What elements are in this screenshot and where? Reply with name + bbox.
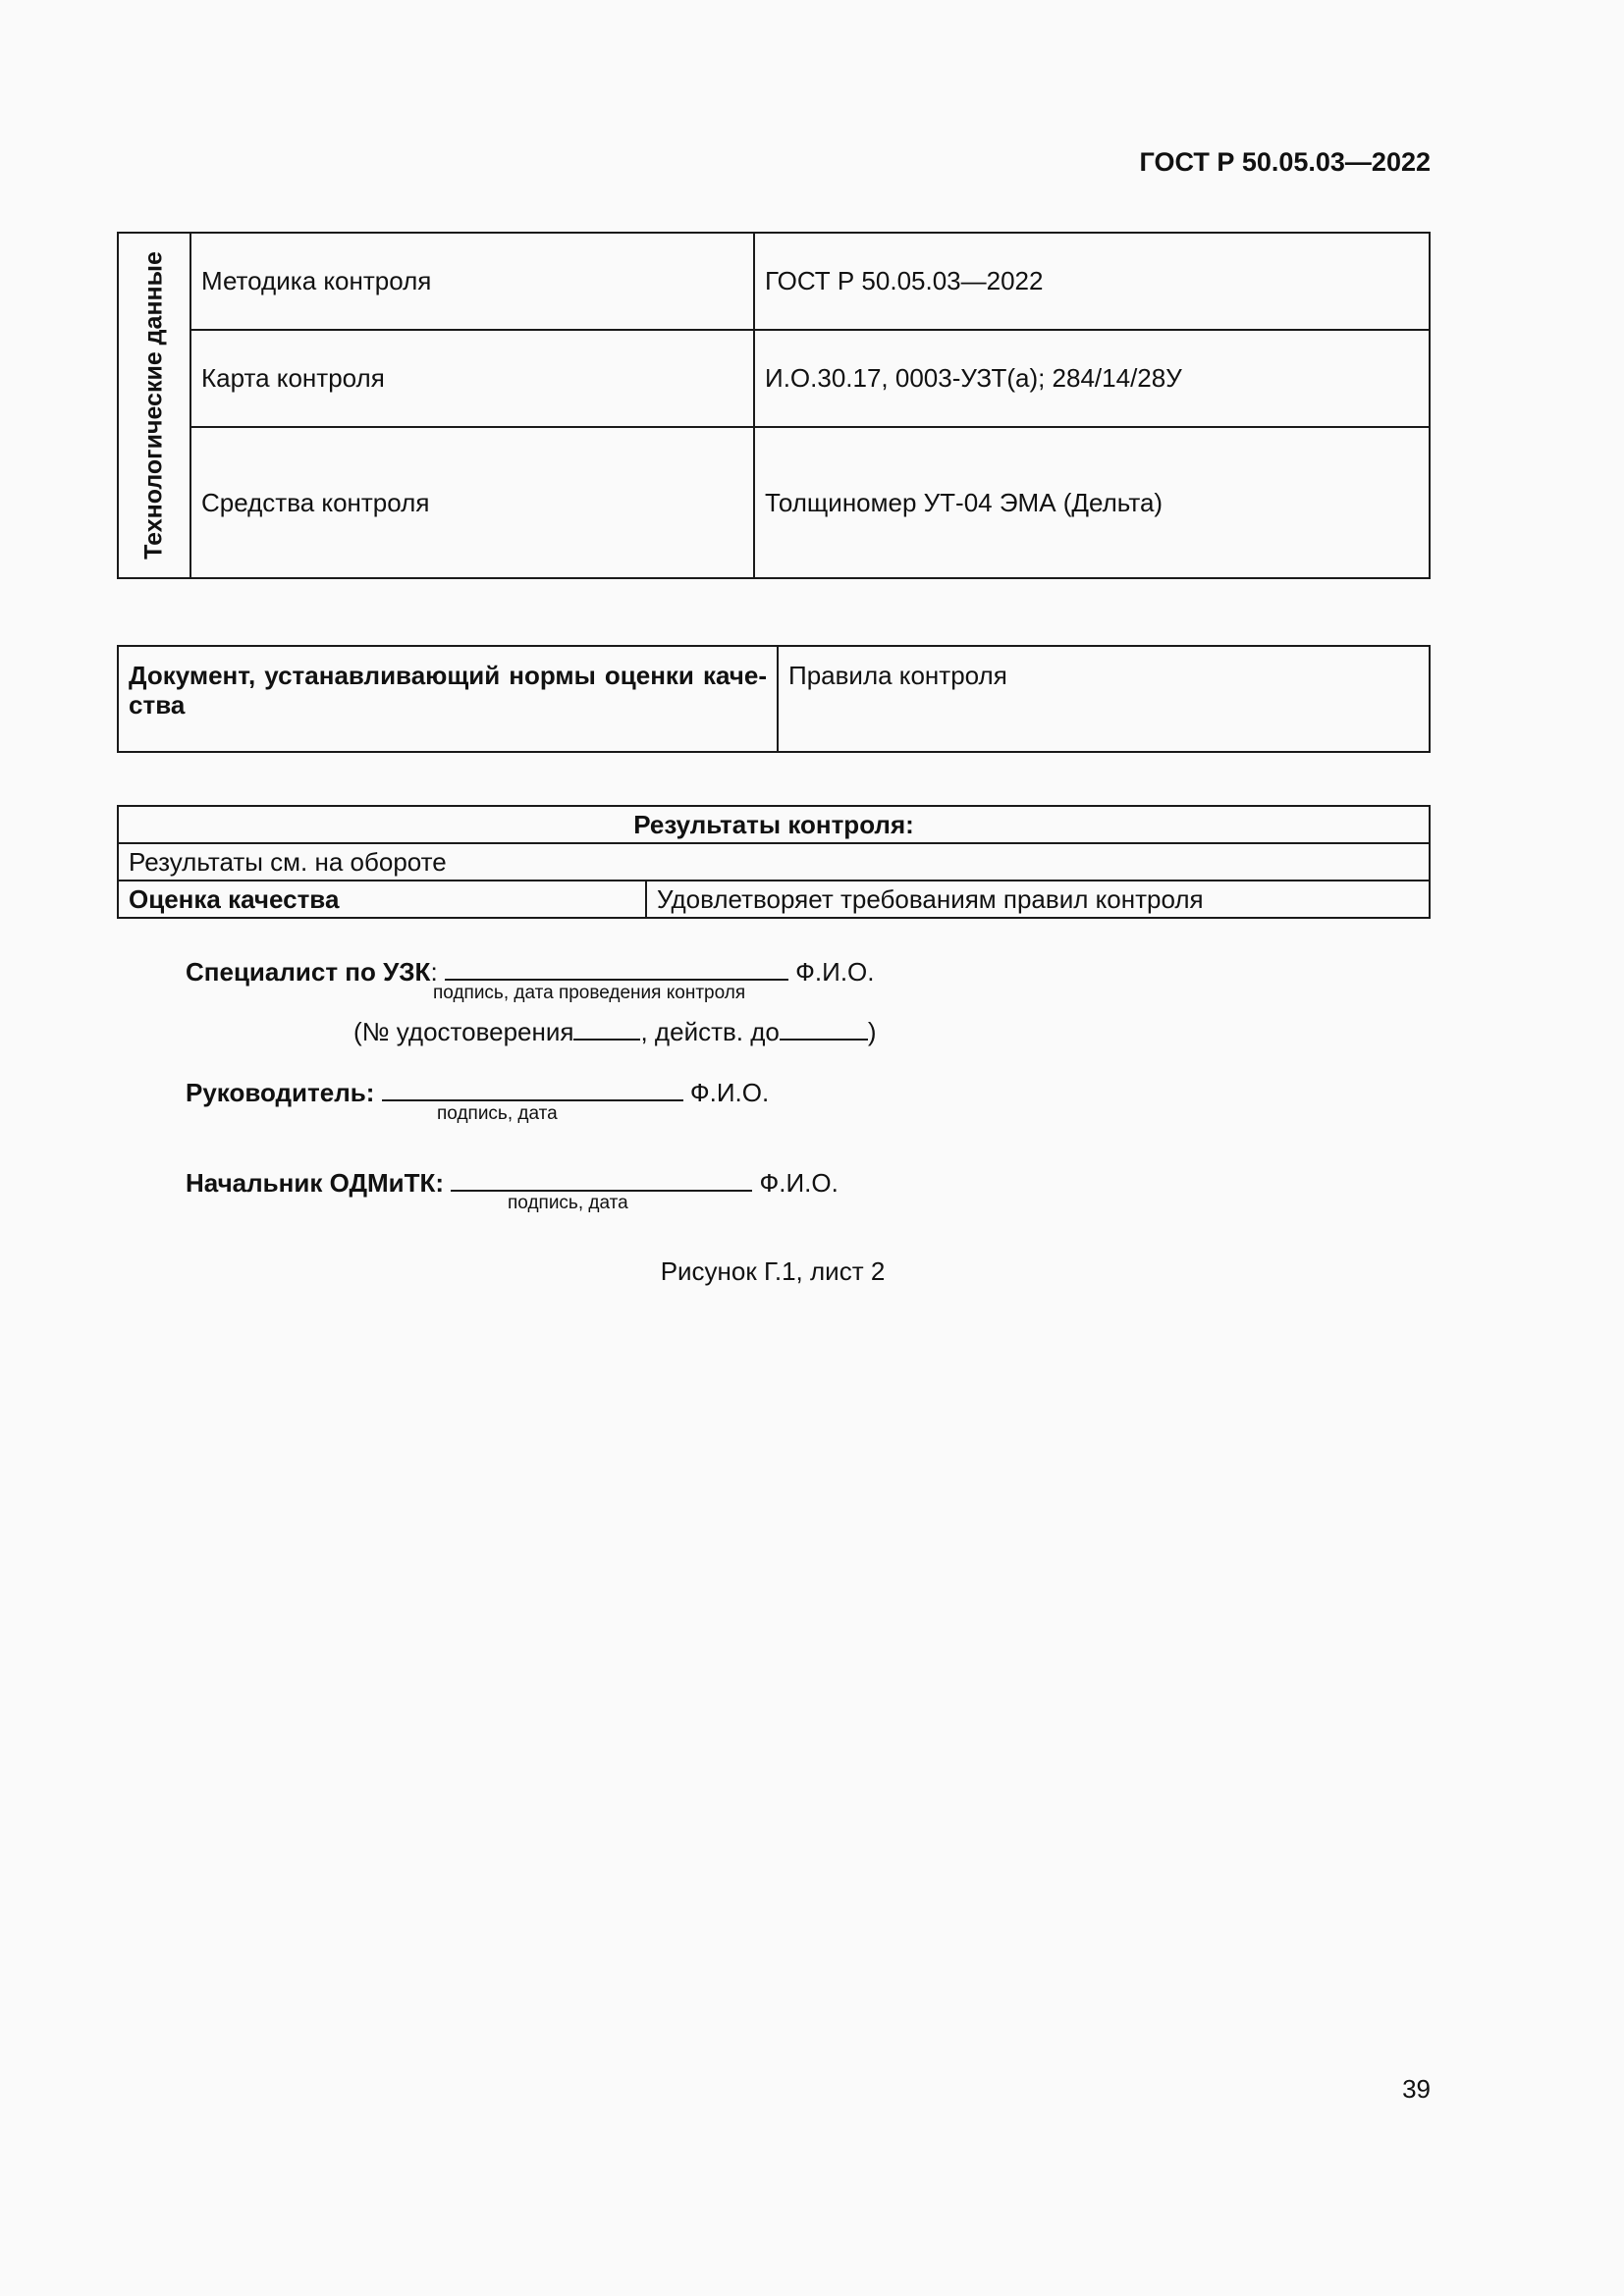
quality-standard-table (117, 645, 1431, 753)
specialist-fio: Ф.И.О. (795, 957, 875, 987)
control-results-table (117, 805, 1431, 919)
page-number: 39 (1402, 2074, 1431, 2104)
quality-assessment-value: Удовлетворяет требованиям правил контроля (646, 881, 1430, 918)
figure-caption: Рисунок Г.1, лист 2 (660, 1256, 886, 1286)
specialist-colon: : (430, 957, 438, 987)
certificate-close: ) (867, 1017, 877, 1046)
specialist-signature-field[interactable] (445, 955, 788, 981)
manager-signature-field[interactable] (382, 1076, 683, 1101)
document-code-header: ГОСТ Р 50.05.03—2022 (1139, 147, 1431, 177)
manager-fio: Ф.И.О. (689, 1078, 770, 1107)
results-title: Результаты контроля: (118, 806, 1430, 843)
chief-fio: Ф.И.О. (759, 1168, 839, 1198)
control-tools-value: Толщиномер УТ-04 ЭМА (Дельта) (754, 427, 1430, 578)
control-map-value: И.О.30.17, 0003-УЗТ(а); 284/14/28У (754, 330, 1430, 427)
table-row (118, 881, 1430, 918)
certificate-number-field[interactable] (573, 1015, 640, 1041)
method-label: Методика контроля (190, 233, 754, 330)
quality-standard-label: Документ, устанавливающий нормы оценки каче-ства (118, 646, 778, 752)
certificate-open: (№ удостоверения (353, 1017, 574, 1046)
quality-standard-value: Правила контроля (778, 646, 1430, 752)
results-note: Результаты см. на обороте (118, 843, 1430, 881)
table-row (118, 843, 1430, 881)
table-row (118, 427, 1430, 578)
technological-data-table (117, 232, 1431, 579)
specialist-label: Специалист по УЗК (186, 957, 431, 987)
certificate-valid-until-field[interactable] (780, 1015, 868, 1041)
method-value: ГОСТ Р 50.05.03—2022 (754, 233, 1430, 330)
chief-signature-field[interactable] (451, 1166, 752, 1192)
manager-hint: подпись, дата (437, 1103, 558, 1124)
table-row (118, 806, 1430, 843)
specialist-hint: подпись, дата проведения контроля (433, 983, 746, 1003)
chief-hint: подпись, дата (508, 1193, 628, 1213)
control-map-label: Карта контроля (190, 330, 754, 427)
manager-label: Руководитель: (186, 1078, 375, 1107)
side-label: Технологические данные (139, 251, 168, 560)
table-row (118, 233, 1430, 330)
quality-assessment-label: Оценка качества (118, 881, 646, 918)
certificate-line (353, 1015, 877, 1047)
certificate-mid: , действ. до (640, 1017, 780, 1046)
side-label-cell (118, 233, 190, 578)
control-tools-label: Средства контроля (190, 427, 754, 578)
table-row (118, 330, 1430, 427)
table-row (118, 646, 1430, 752)
chief-label: Начальник ОДМиТК: (186, 1168, 445, 1198)
